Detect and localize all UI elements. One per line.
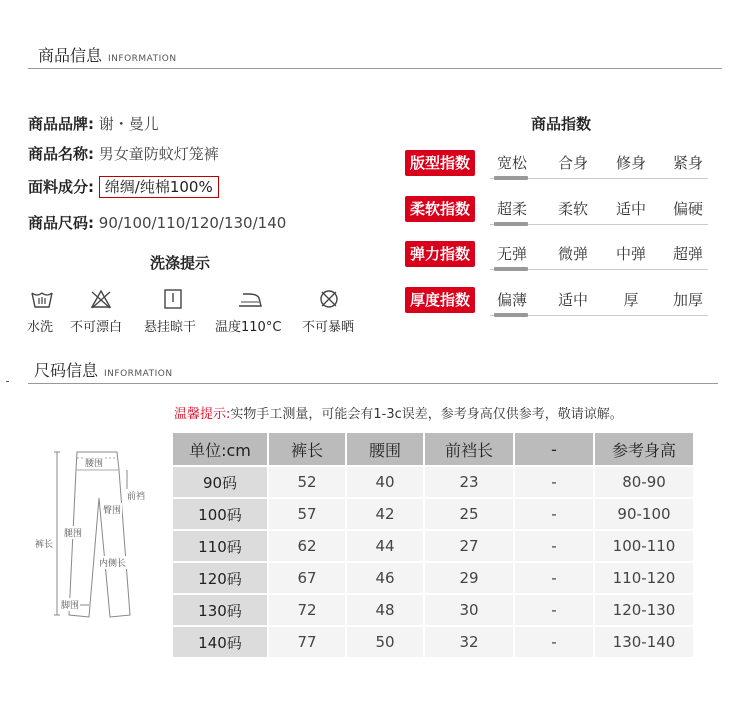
table-header-row [172,432,694,466]
table-cell: 130-140 [594,626,694,658]
info-row-name: 商品名称: 男女童防蚊灯笼裤 [28,145,219,163]
dot-marker [6,381,9,382]
pants-label-rise: 前裆 [126,489,146,502]
table-cell: 62 [268,530,346,562]
index-selected-marker [494,267,528,271]
table-cell: 100码 [172,498,268,530]
index-option: 无弹 [496,245,527,263]
wash-label: 不可暴晒 [302,320,355,335]
table-cell: - [514,562,594,594]
index-option: 厚 [623,291,639,309]
table-cell: 77 [268,626,346,658]
table-cell: 40 [346,466,424,498]
pants-outline-icon [22,440,162,670]
table-cell: 25 [424,498,514,530]
pants-label-hem: 脚围 [60,598,80,611]
table-cell: 50 [346,626,424,658]
index-label-badge: 弹力指数 [405,241,475,267]
table-row [172,530,694,562]
index-option: 偏薄 [496,291,527,309]
product-info-header [38,43,177,66]
table-cell: 57 [268,498,346,530]
table-header: 腰围 [346,432,424,466]
info-row-sizes: 商品尺码: 90/100/110/120/130/140 [28,214,287,232]
iron-icon [237,288,263,314]
table-row [172,466,694,498]
table-cell: 130码 [172,594,268,626]
index-selected-marker [494,222,528,226]
section-title: 尺码信息 [34,361,99,380]
tip-text: 实物手工测量，可能会有1-3c误差，参考身高仅供参考，敬请谅解。 [230,407,623,422]
table-cell: - [514,594,594,626]
index-label-badge: 柔软指数 [405,196,475,222]
wash-label: 水洗 [27,320,54,335]
section-subtitle: INFORMATION [104,369,173,379]
hand-wash-icon [30,288,56,314]
table-cell: 27 [424,530,514,562]
pants-label-waist: 腰围 [84,456,104,469]
wash-label: 悬挂晾干 [144,320,197,335]
index-option: 修身 [615,154,646,172]
table-cell: - [514,498,594,530]
section-title: 商品信息 [38,46,103,65]
table-cell: 48 [346,594,424,626]
size-info-header [34,358,173,381]
table-row [172,594,694,626]
index-title: 商品指数 [531,115,592,133]
index-option: 合身 [557,154,588,172]
measurement-tip [174,403,623,422]
table-cell: 90-100 [594,498,694,530]
table-cell: - [514,466,594,498]
no-tumble-dry-icon [316,288,342,314]
index-option: 宽松 [496,154,527,172]
info-row-brand: 商品品牌: 谢・曼儿 [28,115,159,133]
table-cell: 42 [346,498,424,530]
pants-label-inseam: 内侧长 [98,556,127,569]
index-option: 偏硬 [672,200,703,218]
table-cell: 72 [268,594,346,626]
table-cell: 110-120 [594,562,694,594]
table-cell: 32 [424,626,514,658]
table-row [172,498,694,530]
index-option: 柔软 [557,200,588,218]
table-header: 单位:cm [172,432,268,466]
index-option: 紧身 [672,154,703,172]
table-header: 裤长 [268,432,346,466]
info-row-material: 面料成分: 绵绸/纯棉100% [28,176,219,197]
table-cell: 30 [424,594,514,626]
table-cell: - [514,626,594,658]
index-label-badge: 版型指数 [405,150,475,176]
hang-dry-icon [160,288,186,314]
table-cell: 44 [346,530,424,562]
table-header: 参考身高 [594,432,694,466]
tip-label: 温馨提示: [174,407,231,422]
wash-label: 温度110°C [215,320,282,335]
no-bleach-icon [88,288,114,314]
table-cell: 29 [424,562,514,594]
table-cell: 80-90 [594,466,694,498]
section-divider [28,68,722,69]
table-cell: 110码 [172,530,268,562]
table-cell: 67 [268,562,346,594]
pants-label-hip: 臀围 [102,503,122,516]
wash-label: 不可漂白 [70,320,123,335]
index-option: 中弹 [615,245,646,263]
index-label-badge: 厚度指数 [405,287,475,313]
size-table [171,431,695,659]
washing-title: 洗涤提示 [150,254,211,272]
material-box: 绵绸/纯棉100% [99,176,219,198]
index-option: 超柔 [496,200,527,218]
table-header: 前裆长 [424,432,514,466]
index-option: 加厚 [672,291,703,309]
section-divider [28,383,718,384]
table-cell: 140码 [172,626,268,658]
index-option: 适中 [615,200,646,218]
index-option: 适中 [557,291,588,309]
table-cell: 52 [268,466,346,498]
pants-label-thigh: 腿围 [63,526,83,539]
index-option: 微弹 [557,245,588,263]
table-row [172,562,694,594]
index-option: 超弹 [672,245,703,263]
table-cell: 100-110 [594,530,694,562]
table-header: - [514,432,594,466]
table-cell: 120码 [172,562,268,594]
section-subtitle: INFORMATION [108,54,177,64]
pants-diagram [22,440,162,670]
table-row [172,626,694,658]
pants-label-length: 裤长 [34,537,54,550]
index-selected-marker [494,313,528,317]
table-cell: 90码 [172,466,268,498]
table-cell: 120-130 [594,594,694,626]
table-cell: 46 [346,562,424,594]
table-cell: - [514,530,594,562]
table-cell: 23 [424,466,514,498]
index-selected-marker [494,176,528,180]
